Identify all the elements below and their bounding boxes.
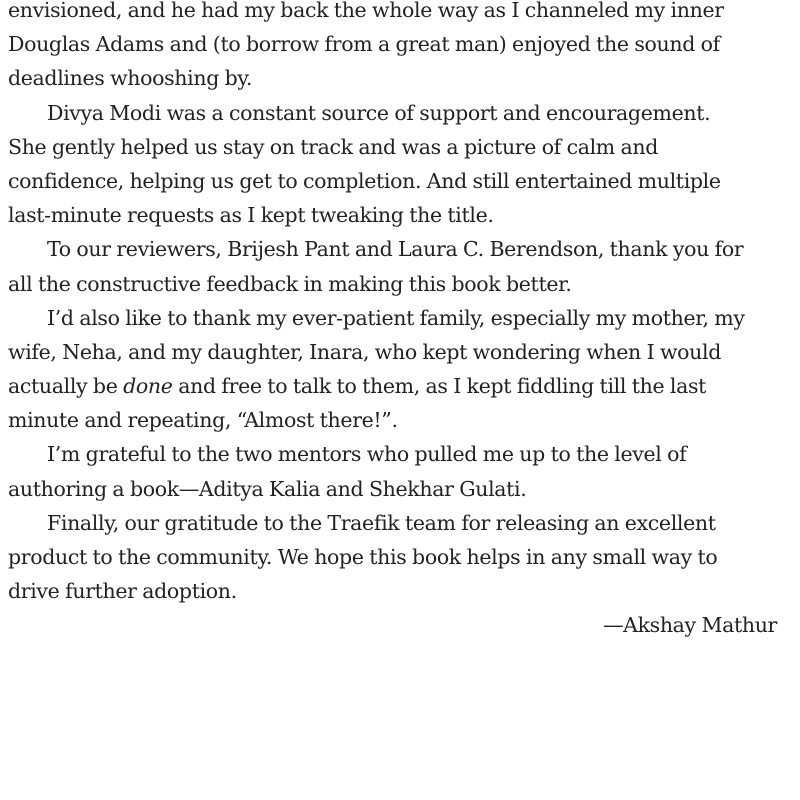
text-line: last-minute requests as I kept tweaking the title. (8, 203, 494, 228)
author-signature: —Akshay Mathur (602, 613, 777, 638)
paragraph-5 (8, 437, 793, 505)
text-line: authoring a book—Aditya Kalia and Shekhar Gulati. (8, 476, 527, 501)
paragraph-3 (8, 232, 793, 300)
text-line: minute and repeating, “Almost there!”. (8, 408, 398, 433)
text-line: Divya Modi was a constant source of support and encouragement. (47, 100, 711, 125)
emphasized-word: done (123, 374, 173, 399)
text-line: wife, Neha, and my daughter, Inara, who kept wondering when I would (8, 339, 722, 364)
text-span: and free to talk to them, as I kept fiddling till the last (172, 374, 707, 399)
text-line: deadlines whooshing by. (8, 66, 253, 91)
text-line: To our reviewers, Brijesh Pant and Laura C. Berendson, thank you for (47, 237, 744, 262)
text-line: drive further adoption. (8, 579, 237, 604)
text-line: I’m grateful to the two mentors who pulled me up to the level of (47, 442, 687, 467)
text-line: confidence, helping us get to completion. And still entertained multiple (8, 168, 721, 193)
text-span: actually be (8, 374, 124, 399)
paragraph-6 (8, 506, 793, 609)
acknowledgments-text (8, 0, 793, 643)
text-line: I’d also like to thank my ever-patient family, especially my mother, my (47, 305, 745, 330)
paragraph-1 (8, 0, 793, 96)
text-line: Finally, our gratitude to the Traefik team for releasing an excellent (47, 510, 716, 535)
text-line-with-emphasis (8, 369, 793, 403)
text-line: product to the community. We hope this book helps in any small way to (8, 545, 718, 569)
paragraph-4 (8, 301, 793, 438)
text-line: envisioned, and he had my back the whole way as I channeled my inner (8, 0, 724, 22)
text-line: She gently helped us stay on track and was a picture of calm and (8, 134, 659, 159)
paragraph-2 (8, 96, 793, 233)
text-line: all the constructive feedback in making this book better. (8, 271, 572, 296)
text-line: Douglas Adams and (to borrow from a great man) enjoyed the sound of (8, 32, 720, 57)
